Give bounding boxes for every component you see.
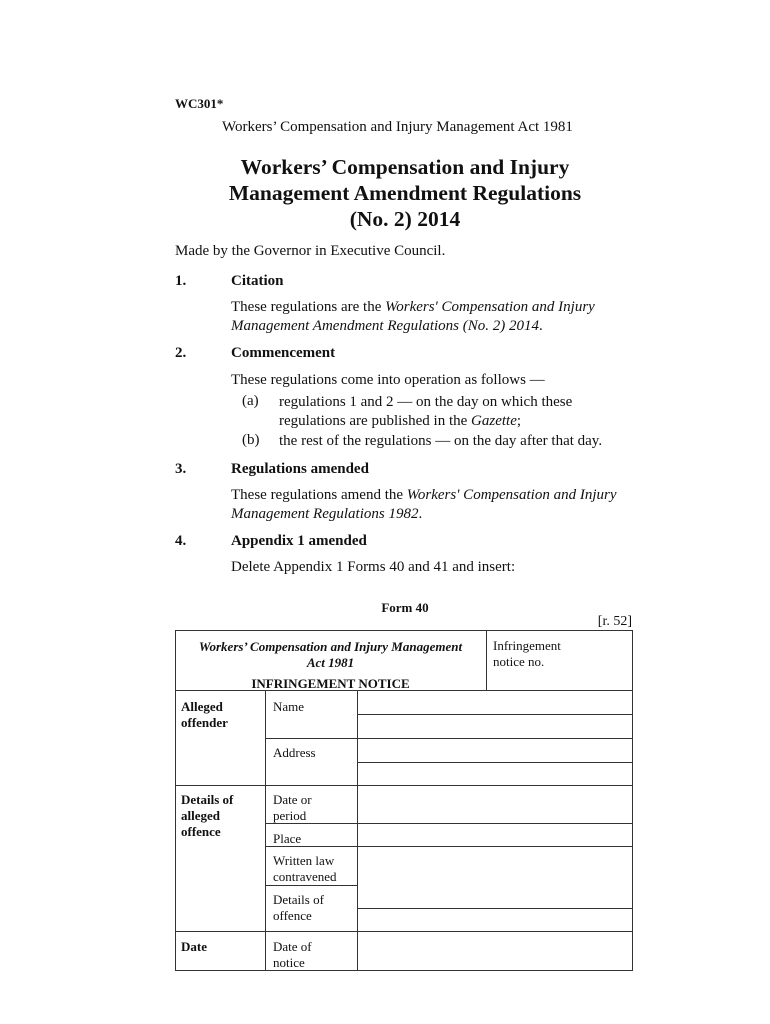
section-3-text-a: These regulations amend the bbox=[231, 487, 407, 503]
form-act-title bbox=[178, 639, 483, 671]
group-1-line-1: Alleged bbox=[181, 699, 223, 714]
section-3-text bbox=[231, 486, 641, 524]
field-label-written-law bbox=[273, 853, 337, 885]
field-label-date-period bbox=[273, 792, 312, 824]
form-border-top bbox=[175, 630, 633, 631]
item-b-text: the rest of the regulations — on the day after that day. bbox=[279, 433, 603, 449]
name-row-rule-2 bbox=[357, 738, 633, 739]
date-period-line-2: period bbox=[273, 808, 307, 823]
section-1-text-d: . bbox=[539, 318, 543, 334]
name-label-bottom bbox=[265, 738, 357, 739]
infringement-notice-heading: INFRINGEMENT NOTICE bbox=[251, 676, 410, 691]
item-a-text bbox=[279, 393, 629, 431]
label-column-divider bbox=[265, 690, 266, 971]
section-2-heading: Commencement bbox=[231, 345, 336, 361]
form-title: Form 40 bbox=[381, 600, 429, 615]
form-border-bottom bbox=[175, 970, 633, 971]
notice-no-line-2: notice no. bbox=[493, 654, 545, 669]
details-line-2: offence bbox=[273, 908, 312, 923]
place-bottom bbox=[265, 846, 633, 847]
title-line-1: Workers’ Compensation and Injury bbox=[240, 155, 570, 179]
section-4-heading: Appendix 1 amended bbox=[231, 533, 367, 549]
section-1-heading: Citation bbox=[231, 273, 284, 289]
item-a-line-2c: ; bbox=[516, 413, 522, 429]
section-1-number: 1. bbox=[175, 273, 187, 289]
infringement-notice-no bbox=[493, 638, 561, 670]
details-row-rule bbox=[357, 908, 633, 909]
regulation-title bbox=[175, 154, 635, 232]
group-label-date: Date bbox=[181, 939, 207, 954]
field-label-place: Place bbox=[273, 831, 302, 846]
field-label-date-of-notice bbox=[273, 939, 312, 971]
title-line-3: (No. 2) 2014 bbox=[349, 207, 461, 231]
section-1-text-c: Management Amendment Regulations (No. 2) 2014 bbox=[231, 318, 540, 334]
section-1-text-a: These regulations are the bbox=[231, 299, 386, 315]
rule-reference: [r. 52] bbox=[597, 614, 632, 629]
written-law-line-1: Written law bbox=[273, 853, 335, 868]
header-divider bbox=[486, 630, 487, 690]
group-2-line-1: Details of bbox=[181, 792, 234, 807]
address-row-rule bbox=[357, 762, 633, 763]
group-label-offence-details bbox=[181, 792, 233, 840]
date-period-line-1: Date or bbox=[273, 792, 312, 807]
section-3-text-d: . bbox=[418, 506, 423, 522]
offence-group-bottom bbox=[175, 931, 633, 932]
group-label-alleged-offender bbox=[181, 699, 228, 731]
notice-no-line-1: Infringement bbox=[493, 638, 561, 653]
form-border-left bbox=[175, 630, 176, 971]
form-border-right bbox=[632, 630, 633, 971]
section-2-intro: These regulations come into operation as follows — bbox=[231, 372, 545, 388]
section-4-text: Delete Appendix 1 Forms 40 and 41 and insert: bbox=[231, 559, 516, 575]
group-1-line-2: offender bbox=[181, 715, 228, 730]
written-law-line-2: contravened bbox=[273, 869, 337, 884]
item-a-line-1: regulations 1 and 2 — on the day on which these bbox=[279, 394, 573, 410]
name-row-rule-1 bbox=[357, 714, 633, 715]
item-a-line-2a: regulations are published in the bbox=[279, 413, 472, 429]
written-law-bottom bbox=[265, 885, 357, 886]
offender-group-bottom bbox=[175, 785, 633, 786]
item-b-label: (b) bbox=[242, 432, 260, 448]
section-1-text-b: Workers' Compensation and Injury bbox=[385, 299, 595, 315]
section-3-number: 3. bbox=[175, 461, 187, 477]
item-a-label: (a) bbox=[242, 393, 259, 409]
document-code: WC301* bbox=[175, 96, 224, 111]
field-label-offence-details bbox=[273, 892, 324, 924]
form-act-line-1: Workers’ Compensation and Injury Management bbox=[198, 639, 463, 654]
field-label-address: Address bbox=[273, 745, 316, 760]
section-3-text-b: Workers' Compensation and Injury bbox=[406, 487, 617, 503]
details-line-1: Details of bbox=[273, 892, 324, 907]
item-a-line-2b: Gazette bbox=[471, 413, 517, 429]
section-3-text-c: Management Regulations 1982 bbox=[231, 506, 419, 522]
act-reference: Workers’ Compensation and Injury Management Act 1981 bbox=[222, 119, 573, 135]
form-act-line-2: Act 1981 bbox=[306, 655, 355, 670]
section-3-heading: Regulations amended bbox=[231, 461, 369, 477]
section-1-text bbox=[231, 298, 641, 336]
date-notice-line-2: notice bbox=[273, 955, 305, 970]
group-2-line-2: alleged bbox=[181, 808, 220, 823]
title-line-2: Management Amendment Regulations bbox=[228, 181, 582, 205]
section-2-number: 2. bbox=[175, 345, 187, 361]
date-notice-line-1: Date of bbox=[273, 939, 312, 954]
field-column-divider bbox=[357, 690, 358, 971]
made-by-statement: Made by the Governor in Executive Council. bbox=[175, 243, 446, 259]
group-2-line-3: offence bbox=[181, 824, 221, 839]
section-4-number: 4. bbox=[175, 533, 187, 549]
date-period-bottom bbox=[265, 823, 633, 824]
field-label-name: Name bbox=[273, 699, 305, 714]
